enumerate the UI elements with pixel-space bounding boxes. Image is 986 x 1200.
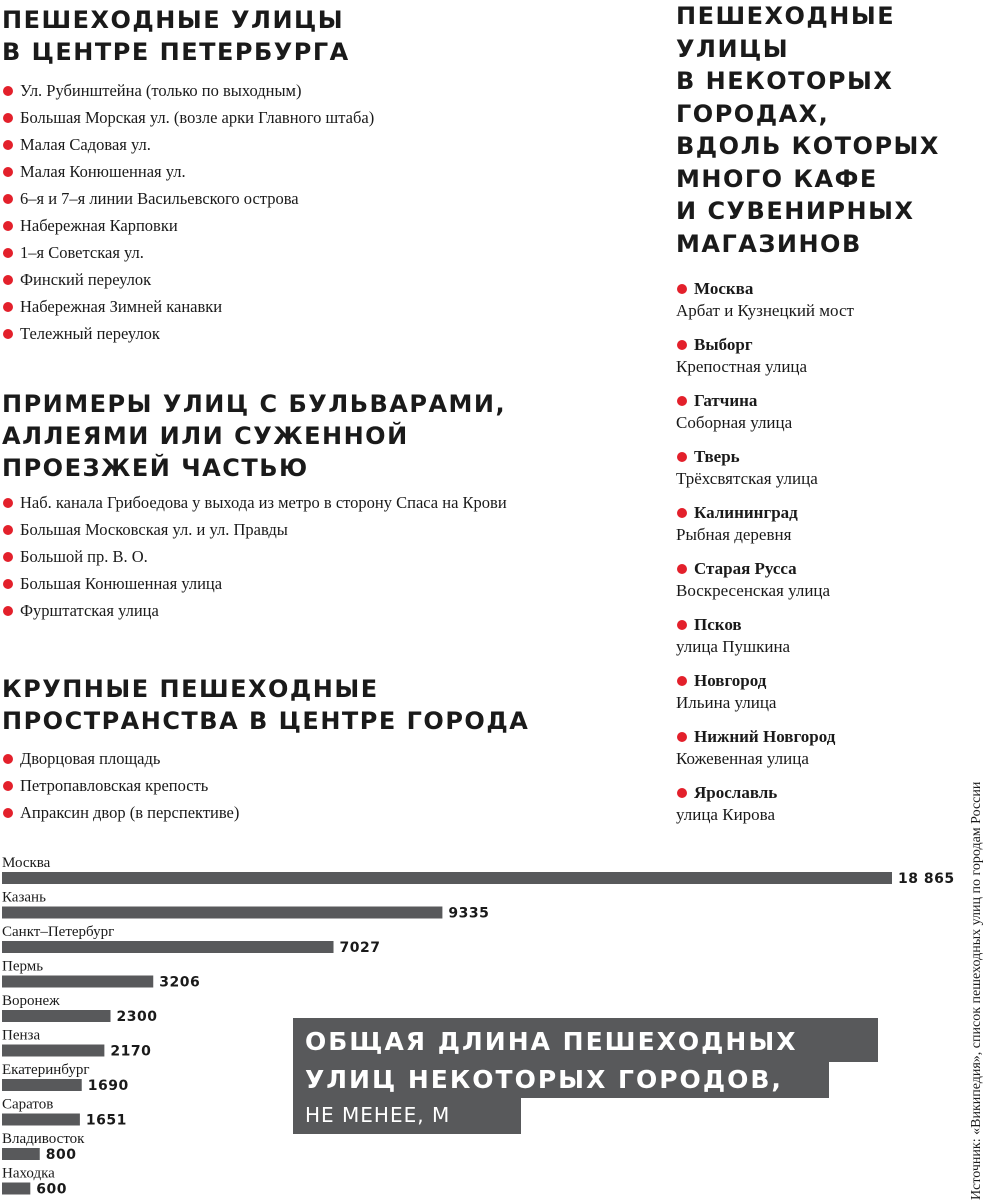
bar-category-label: Санкт–Петербург — [2, 924, 115, 940]
list-item-text: Малая Конюшенная ул. — [20, 162, 186, 181]
bar — [2, 872, 892, 884]
title-line: И СУВЕНИРНЫХ — [676, 197, 915, 225]
list-item — [2, 212, 374, 239]
large-spaces-list — [2, 745, 239, 826]
bar — [2, 1045, 104, 1057]
bar — [2, 976, 153, 988]
city-item — [676, 782, 854, 838]
bullet-dot-icon — [3, 275, 13, 285]
city-street: Кожевенная улица — [676, 749, 809, 768]
city-item — [676, 446, 854, 502]
list-item-text: Наб. канала Грибоедова у выхода из метро в сторону Спаса на Крови — [20, 493, 507, 512]
bullet-dot-icon — [3, 302, 13, 312]
title-line: ПЕШЕХОДНЫЕ — [676, 2, 896, 30]
bar-value-label: 2300 — [116, 1009, 158, 1025]
list-item-text: Апраксин двор (в перспективе) — [20, 803, 240, 822]
bullet-dot-icon — [677, 340, 687, 350]
bar-value-label: 3206 — [159, 974, 201, 991]
list-item — [2, 745, 239, 772]
city-item — [676, 558, 854, 614]
chart-title-box — [293, 1018, 878, 1134]
cities-list — [676, 278, 854, 838]
title-line: ВДОЛЬ КОТОРЫХ — [676, 132, 940, 160]
bullet-dot-icon — [3, 781, 13, 791]
bullet-dot-icon — [3, 167, 13, 177]
list-item-text: Дворцовая площадь — [20, 749, 161, 768]
title-line: ПРОЕЗЖЕЙ ЧАСТЬЮ — [2, 454, 309, 482]
bullet-dot-icon — [677, 620, 687, 630]
list-item — [2, 320, 374, 347]
bullet-dot-icon — [3, 221, 13, 231]
title-line: КРУПНЫЕ ПЕШЕХОДНЫЕ — [2, 675, 379, 703]
bullet-dot-icon — [677, 732, 687, 742]
list-item — [2, 104, 374, 131]
bullet-dot-icon — [3, 140, 13, 150]
list-item — [2, 489, 507, 516]
city-item — [676, 614, 854, 670]
city-street: Арбат и Кузнецкий мост — [676, 301, 854, 320]
city-item — [676, 334, 854, 390]
bullet-dot-icon — [3, 606, 13, 616]
list-item — [2, 293, 374, 320]
city-name: Выборг — [694, 335, 753, 354]
list-item — [2, 772, 239, 799]
spb-center-title — [2, 4, 350, 68]
bar-value-label: 600 — [36, 1181, 68, 1198]
chart-title-line: УЛИЦ НЕКОТОРЫХ ГОРОДОВ, — [293, 1062, 829, 1098]
title-line: ГОРОДАХ, — [676, 99, 830, 128]
list-item — [2, 799, 239, 826]
list-item-text: Большая Конюшенная улица — [20, 574, 223, 593]
list-item — [2, 516, 507, 543]
bullet-dot-icon — [677, 452, 687, 462]
bullet-dot-icon — [677, 508, 687, 518]
list-item-text: Большой пр. В. О. — [20, 547, 148, 566]
bar-value-label: 1690 — [87, 1078, 129, 1094]
bar-category-label: Москва — [2, 855, 51, 871]
bar — [2, 941, 334, 953]
list-item-text: Финский переулок — [20, 270, 152, 289]
bullet-dot-icon — [3, 579, 13, 589]
bullet-dot-icon — [3, 498, 13, 508]
list-item — [2, 570, 507, 597]
chart-subtitle: НЕ МЕНЕЕ, М — [293, 1098, 521, 1134]
bar — [2, 907, 442, 919]
bullet-dot-icon — [677, 564, 687, 574]
bar — [2, 1183, 30, 1195]
list-item-text: Тележный переулок — [20, 324, 160, 343]
bullet-dot-icon — [677, 284, 687, 294]
city-item — [676, 670, 854, 726]
city-street: улица Пушкина — [676, 637, 791, 656]
list-item — [2, 158, 374, 185]
title-line: АЛЛЕЯМИ ИЛИ СУЖЕННОЙ — [2, 422, 409, 450]
title-line: В НЕКОТОРЫХ — [676, 67, 894, 95]
list-item — [2, 185, 374, 212]
list-item — [2, 131, 374, 158]
bullet-dot-icon — [3, 754, 13, 764]
bullet-dot-icon — [3, 248, 13, 258]
city-street: Соборная улица — [676, 413, 793, 432]
bar-category-label: Казань — [2, 889, 46, 906]
city-item — [676, 502, 854, 558]
bullet-dot-icon — [3, 194, 13, 204]
title-line: ПРОСТРАНСТВА В ЦЕНТРЕ ГОРОДА — [2, 707, 530, 735]
city-street: Воскресенская улица — [676, 581, 831, 600]
bullet-dot-icon — [3, 525, 13, 535]
bar-category-label: Владивосток — [2, 1131, 85, 1147]
city-street: Крепостная улица — [676, 357, 808, 376]
bullet-dot-icon — [677, 396, 687, 406]
list-item — [2, 543, 507, 570]
spb-center-list — [2, 77, 374, 347]
list-item-text: Ул. Рубинштейна (только по выходным) — [20, 81, 302, 100]
list-item — [2, 597, 507, 624]
title-line: ПЕШЕХОДНЫЕ УЛИЦЫ — [2, 6, 345, 34]
bullet-dot-icon — [677, 676, 687, 686]
list-item — [2, 266, 374, 293]
city-item — [676, 278, 854, 334]
bullet-dot-icon — [3, 808, 13, 818]
city-name: Ярославль — [694, 783, 778, 802]
bar-value-label: 18 865 — [898, 871, 955, 887]
list-item-text: Большая Московская ул. и ул. Правды — [20, 520, 288, 539]
bar-category-label: Находка — [2, 1165, 55, 1182]
bullet-dot-icon — [3, 113, 13, 123]
title-line: УЛИЦЫ — [676, 34, 790, 63]
city-street: Рыбная деревня — [676, 525, 792, 544]
city-name: Москва — [694, 279, 754, 298]
bar-category-label: Екатеринбург — [2, 1062, 90, 1078]
city-street: улица Кирова — [676, 805, 776, 824]
city-name: Тверь — [694, 447, 740, 466]
list-item-text: Петропавловская крепость — [20, 776, 209, 795]
city-street: Трёхсвятская улица — [676, 469, 818, 488]
bar-value-label: 2170 — [110, 1043, 152, 1060]
bar-value-label: 7027 — [339, 940, 381, 956]
city-item — [676, 390, 854, 446]
boulevards-title — [2, 388, 506, 484]
bar-value-label: 9335 — [448, 905, 490, 922]
boulevards-list — [2, 489, 507, 624]
title-line: МАГАЗИНОВ — [676, 229, 862, 258]
list-item-text: Фурштатская улица — [20, 601, 159, 620]
bar-category-label: Пенза — [2, 1027, 41, 1044]
list-item-text: 1–я Советская ул. — [20, 243, 144, 262]
bar — [2, 1114, 80, 1126]
city-name: Новгород — [694, 671, 767, 690]
city-name: Старая Русса — [694, 559, 797, 578]
bar-category-label: Воронеж — [2, 993, 60, 1009]
bullet-dot-icon — [3, 86, 13, 96]
list-item — [2, 77, 374, 104]
cities-title — [676, 0, 940, 260]
list-item-text: Набережная Зимней канавки — [20, 297, 223, 316]
list-item — [2, 239, 374, 266]
bullet-dot-icon — [3, 552, 13, 562]
list-item-text: Малая Садовая ул. — [20, 135, 151, 154]
title-line: МНОГО КАФЕ — [676, 164, 878, 193]
bar-category-label: Саратов — [2, 1096, 54, 1113]
bar-category-label: Пермь — [2, 958, 44, 975]
bar-value-label: 1651 — [85, 1112, 127, 1129]
city-name: Псков — [694, 615, 742, 634]
bar — [2, 1148, 40, 1160]
list-item-text: 6–я и 7–я линии Васильевского острова — [20, 189, 299, 208]
city-name: Калининград — [694, 503, 798, 522]
title-line: ПРИМЕРЫ УЛИЦ С БУЛЬВАРАМИ, — [2, 390, 507, 418]
list-item-text: Большая Морская ул. (возле арки Главного штаба) — [20, 108, 375, 127]
source-note: Источник: «Википедия», список пешеходных улиц по городам России — [969, 781, 984, 1200]
title-line: В ЦЕНТРЕ ПЕТЕРБУРГА — [2, 38, 350, 66]
large-spaces-title — [2, 673, 529, 737]
list-item-text: Набережная Карповки — [20, 216, 178, 235]
city-name: Нижний Новгород — [694, 727, 836, 746]
chart-title-line: ОБЩАЯ ДЛИНА ПЕШЕХОДНЫХ — [293, 1018, 878, 1062]
bullet-dot-icon — [677, 788, 687, 798]
bar-value-label: 800 — [45, 1147, 77, 1163]
city-name: Гатчина — [694, 391, 758, 410]
city-street: Ильина улица — [676, 693, 777, 712]
city-item — [676, 726, 854, 782]
bar — [2, 1010, 111, 1022]
bar — [2, 1079, 82, 1091]
bullet-dot-icon — [3, 329, 13, 339]
